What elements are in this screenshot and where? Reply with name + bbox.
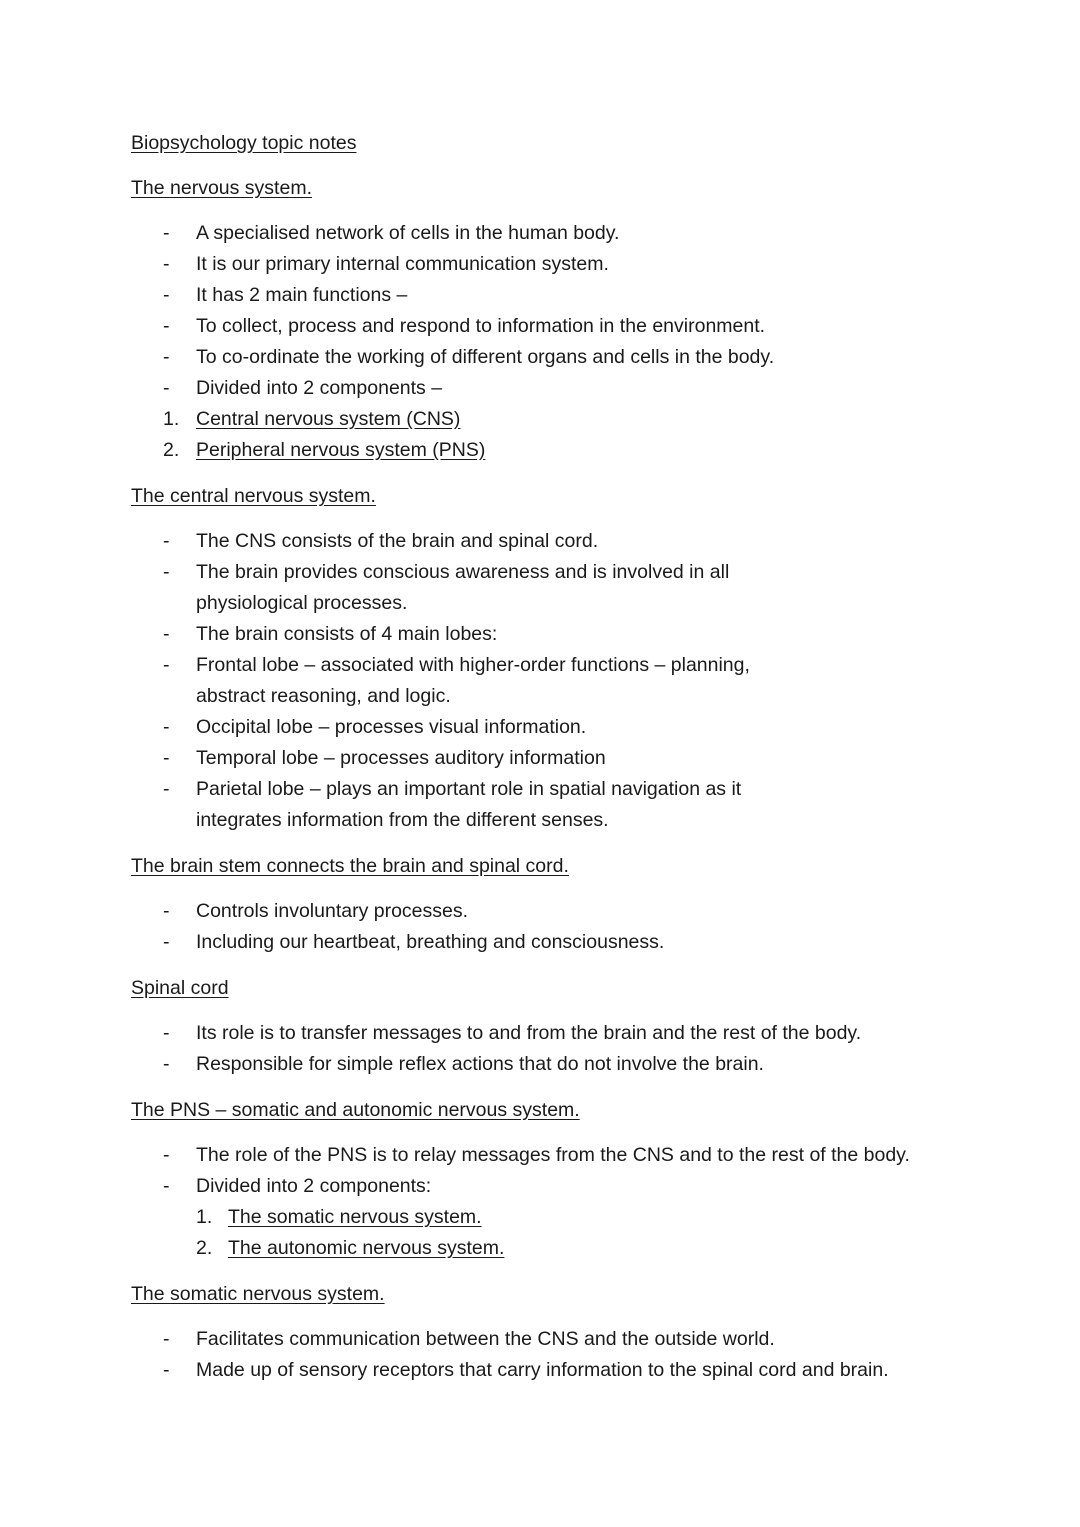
spinal-cord-list: [131, 1018, 960, 1080]
section-heading-pns: The PNS – somatic and autonomic nervous system.: [131, 1099, 580, 1121]
document-title: Biopsychology topic notes: [131, 132, 357, 154]
item-number: 1.: [196, 1206, 213, 1228]
section-heading-brain-stem: The brain stem connects the brain and spinal cord.: [131, 855, 569, 877]
list-item: - A specialised network of cells in the human body.: [131, 218, 960, 249]
brain-stem-list: [131, 896, 960, 958]
numbered-item: [131, 435, 960, 466]
list-item: - To co-ordinate the working of different organs and cells in the body.: [131, 342, 960, 373]
section-heading-spinal-cord: Spinal cord: [131, 977, 229, 999]
list-item: - Facilitates communication between the CNS and the outside world.: [131, 1324, 960, 1355]
list-item: - The brain consists of 4 main lobes:: [131, 619, 960, 650]
nervous-system-components: [131, 404, 960, 466]
list-item: - The role of the PNS is to relay messages from the CNS and to the rest of the body.: [131, 1140, 960, 1171]
pns-list: [131, 1140, 960, 1202]
list-item: - Made up of sensory receptors that carry information to the spinal cord and brain.: [131, 1355, 960, 1386]
list-item: - Divided into 2 components:: [131, 1171, 960, 1202]
list-item: - Occipital lobe – processes visual information.: [131, 712, 960, 743]
numbered-item: [131, 1202, 960, 1233]
numbered-item: [131, 1233, 960, 1264]
component-label: The autonomic nervous system.: [228, 1237, 505, 1259]
pns-components: [131, 1202, 960, 1264]
nervous-system-list: [131, 218, 960, 404]
list-item: - Parietal lobe – plays an important role in spatial navigation as it integrates information from the different senses.: [131, 774, 960, 836]
list-item: - Controls involuntary processes.: [131, 896, 960, 927]
component-label: Peripheral nervous system (PNS): [196, 439, 486, 461]
list-item: - Its role is to transfer messages to and from the brain and the rest of the body.: [131, 1018, 960, 1049]
component-label: The somatic nervous system.: [228, 1206, 482, 1228]
section-heading-nervous-system: The nervous system.: [131, 177, 312, 199]
item-number: 2.: [163, 439, 180, 461]
somatic-list: [131, 1324, 960, 1386]
component-label: Central nervous system (CNS): [196, 408, 461, 430]
list-item: - Temporal lobe – processes auditory information: [131, 743, 960, 774]
numbered-item: [131, 404, 960, 435]
section-heading-somatic: The somatic nervous system.: [131, 1283, 385, 1305]
item-number: 2.: [196, 1237, 213, 1259]
list-item: - The CNS consists of the brain and spinal cord.: [131, 526, 960, 557]
list-item: - Divided into 2 components –: [131, 373, 960, 404]
cns-list: [131, 526, 960, 836]
list-item: - It has 2 main functions –: [131, 280, 960, 311]
section-heading-cns: The central nervous system.: [131, 485, 376, 507]
item-number: 1.: [163, 408, 180, 430]
list-item: - Including our heartbeat, breathing and consciousness.: [131, 927, 960, 958]
list-item: - The brain provides conscious awareness and is involved in all physiological processes.: [131, 557, 960, 619]
list-item: - To collect, process and respond to information in the environment.: [131, 311, 960, 342]
list-item: - Frontal lobe – associated with higher-order functions – planning, abstract reasoning, and logic.: [131, 650, 960, 712]
list-item: - Responsible for simple reflex actions that do not involve the brain.: [131, 1049, 960, 1080]
list-item: - It is our primary internal communication system.: [131, 249, 960, 280]
